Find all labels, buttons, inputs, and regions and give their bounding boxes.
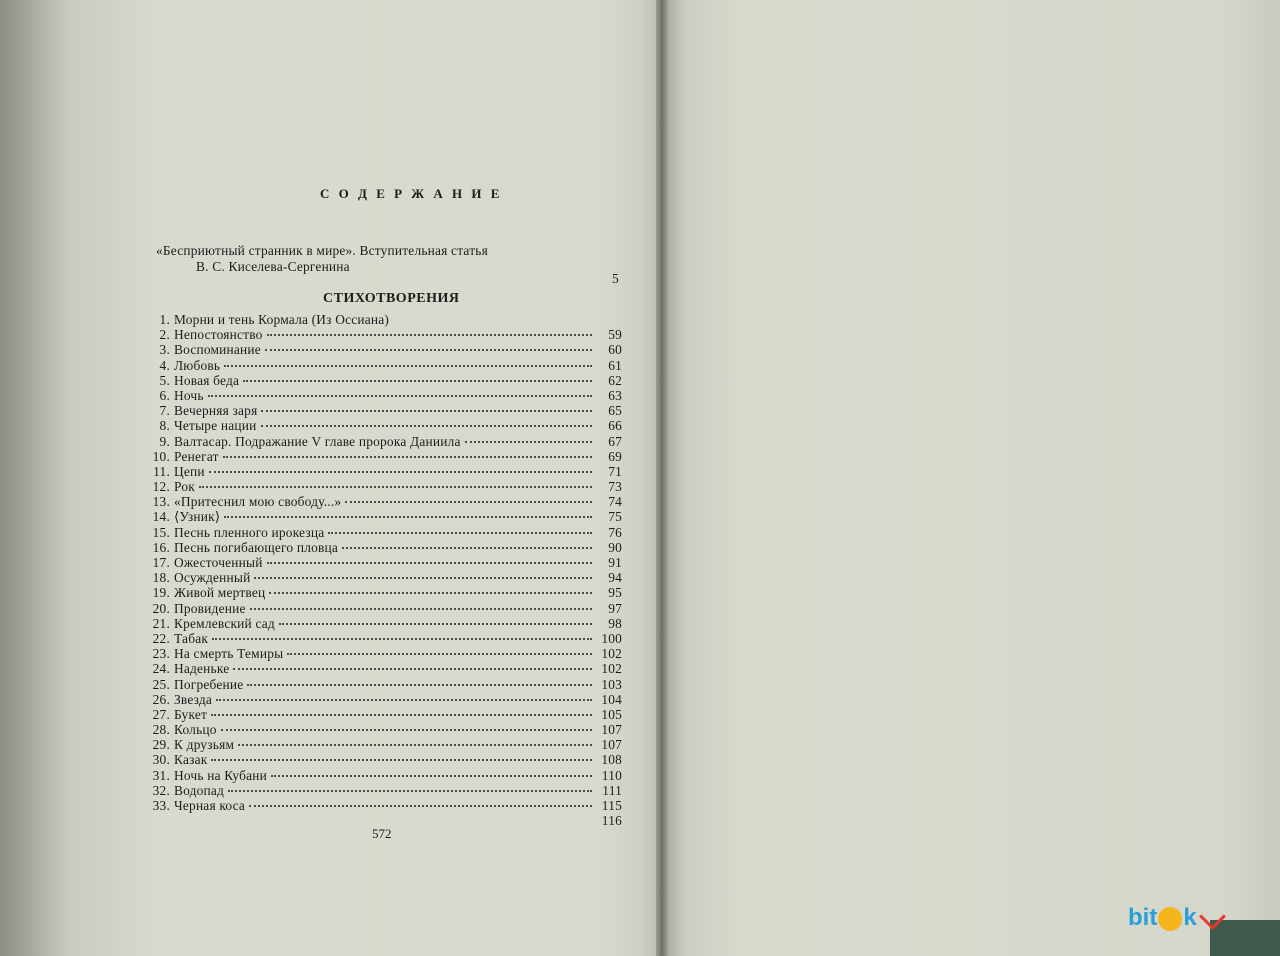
toc-entry-number: 32. [152, 782, 170, 798]
toc-entry [148, 312, 622, 327]
toc-entry-page: 71 [608, 463, 622, 479]
toc-entry [148, 525, 622, 540]
toc-entry-title: Водопад [174, 782, 225, 798]
toc-entry-page: 73 [608, 479, 622, 495]
toc-entry-page: 76 [608, 524, 622, 540]
toc-leader-dots [247, 684, 592, 686]
toc-entry-number: 4. [159, 357, 170, 373]
toc-entry-title: Провидение [174, 600, 246, 616]
toc-entry-number: 3. [159, 342, 170, 358]
toc-entry [148, 722, 622, 737]
toc-entry [148, 631, 622, 646]
toc-entry-title: Табак [174, 630, 209, 646]
toc-entry-title: Непостоянство [174, 327, 263, 343]
toc-entry-page: 90 [608, 539, 622, 555]
toc-entry-number: 19. [152, 585, 170, 601]
toc-leader-dots [208, 395, 592, 397]
toc-entry-number: 16. [152, 539, 170, 555]
toc-entry-page: 62 [608, 372, 622, 388]
toc-leader-dots [224, 365, 592, 367]
toc-entry [148, 403, 622, 418]
toc-entry-title: Ренегат [174, 448, 219, 464]
watermark-circle-icon [1158, 907, 1182, 931]
toc-entry-title: Кремлевский сад [174, 615, 275, 631]
toc-entry-number: 13. [152, 494, 170, 510]
toc-entry [148, 388, 622, 403]
contents-heading: С О Д Е Р Ж А Н И Е [320, 186, 503, 201]
toc-entry [148, 737, 622, 752]
toc-entry [148, 342, 622, 357]
toc-entry-number: 24. [152, 661, 170, 677]
toc-entry-number: 12. [152, 479, 170, 495]
toc-leader-dots [209, 471, 592, 473]
toc-entry-number: 18. [152, 570, 170, 586]
toc-entry-number: 26. [152, 691, 170, 707]
toc-entry [148, 418, 622, 433]
toc-leader-dots [221, 729, 592, 731]
toc-leader-dots [211, 759, 592, 761]
toc-leader-dots [265, 349, 592, 351]
toc-entry [148, 555, 622, 570]
toc-entry [148, 434, 622, 449]
toc-entry-title: Ожесточенный [174, 555, 263, 570]
toc-entry-number: 17. [152, 555, 170, 570]
intro-article-title: «Бесприютный странник в мире». Вступительная статья [156, 243, 488, 258]
toc-entry [148, 661, 622, 676]
toc-entry-page: 61 [608, 357, 622, 373]
toc-entry-page: 75 [608, 509, 622, 525]
toc-entry-page: 111 [602, 782, 622, 798]
toc-entry [148, 327, 622, 342]
toc-leader-dots [279, 623, 592, 625]
toc-entry-page: 97 [608, 600, 622, 616]
toc-entry-page: 110 [601, 767, 622, 783]
toc-entry-page: 63 [608, 387, 622, 403]
toc-entry-title: Казак [174, 752, 208, 768]
toc-entry-title: Новая беда [174, 372, 240, 388]
watermark-arrow-icon [1199, 903, 1226, 930]
toc-entry [148, 373, 622, 388]
toc-entry-page: 102 [601, 646, 622, 662]
toc-entry-number: 21. [152, 615, 170, 631]
toc-entry-title: Ночь [174, 387, 204, 403]
toc-leader-dots [212, 638, 592, 640]
toc-entry-number: 10. [152, 448, 170, 464]
toc-entry [148, 646, 622, 661]
toc-entry-page: 60 [608, 342, 622, 358]
page-number-left: 572 [372, 826, 392, 841]
toc-entry-page: 66 [608, 418, 622, 434]
toc-entry-title: Четыре нации [174, 418, 257, 434]
toc-leader-dots [261, 410, 592, 412]
toc-leader-dots [465, 441, 592, 443]
toc-entry-title: ⟨Узник⟩ [174, 509, 221, 525]
toc-entry-number: 5. [159, 372, 170, 388]
toc-entry [148, 798, 622, 813]
toc-leader-dots [233, 668, 592, 670]
toc-entry [148, 358, 622, 373]
intro-article-author: В. С. Киселева-Сергенина [196, 259, 350, 274]
toc-entry-number: 27. [152, 706, 170, 722]
toc-entry-number: 20. [152, 600, 170, 616]
toc-entry-title: Любовь [174, 357, 221, 373]
toc-entry-page: 115 [601, 798, 622, 813]
toc-leader-dots [250, 608, 592, 610]
toc-entry-page: 108 [601, 752, 622, 768]
toc-entry-page: 94 [608, 570, 622, 586]
toc-entry [148, 479, 622, 494]
toc-entry-title: Наденьке [174, 661, 230, 677]
toc-entry-number: 28. [152, 722, 170, 738]
toc-entry [148, 585, 622, 600]
toc-leader-dots [267, 334, 592, 336]
book-gutter [656, 0, 668, 956]
toc-leader-dots [216, 699, 592, 701]
toc-entry-title: На смерть Темиры [174, 646, 284, 662]
toc-entry-number: 8. [159, 418, 170, 434]
toc-entry-title: Воспоминание [174, 342, 261, 358]
toc-entry-title: Валтасар. Подражание V главе пророка Даниила [174, 433, 461, 449]
toc-leader-dots [228, 790, 592, 792]
toc-entry [148, 494, 622, 509]
toc-entry [148, 464, 622, 479]
toc-entry [148, 692, 622, 707]
toc-leader-dots [238, 744, 592, 746]
toc-entry-title: Звезда [174, 691, 213, 707]
toc-leader-dots [342, 547, 592, 549]
toc-entry [148, 768, 622, 783]
watermark-text-start: bit [1128, 904, 1158, 931]
toc-entry-number: 11. [153, 463, 170, 479]
toc-entry-page: 102 [601, 661, 622, 677]
left-toc-list [148, 312, 622, 828]
toc-leader-dots [287, 653, 592, 655]
toc-entry [148, 570, 622, 585]
toc-entry-page: 69 [608, 448, 622, 464]
toc-entry-number: 22. [152, 630, 170, 646]
toc-entry-page: 105 [601, 706, 622, 722]
intro-article-page: 5 [612, 271, 619, 286]
toc-entry [148, 752, 622, 767]
toc-entry-page: 95 [608, 585, 622, 601]
toc-leader-dots [224, 516, 592, 518]
toc-entry-title: Морни и тень Кормала (Из Оссиана) [174, 312, 390, 327]
toc-entry-number: 2. [159, 327, 170, 343]
toc-entry-page: 91 [608, 555, 622, 570]
toc-leader-dots [271, 775, 592, 777]
toc-entry [148, 601, 622, 616]
toc-leader-dots [199, 486, 592, 488]
toc-entry-page: 116 [601, 813, 622, 829]
toc-leader-dots [223, 456, 592, 458]
toc-entry [148, 707, 622, 722]
watermark-text-end: k [1183, 904, 1197, 931]
toc-entry-title: Вечерняя заря [174, 403, 258, 419]
toc-entry [148, 509, 622, 524]
section-title: СТИХОТВОРЕНИЯ [323, 291, 460, 306]
toc-entry-number: 30. [152, 752, 170, 768]
toc-entry [148, 540, 622, 555]
toc-entry-number: 14. [152, 509, 170, 525]
toc-entry-title: Песнь погибающего пловца [174, 539, 339, 555]
toc-entry-title: Черная коса [174, 798, 246, 813]
toc-entry-page: 100 [601, 630, 622, 646]
toc-entry [148, 449, 622, 464]
toc-entry-number: 15. [152, 524, 170, 540]
toc-entry-page: 74 [608, 494, 622, 510]
toc-leader-dots [269, 592, 592, 594]
toc-entry-title: Цепи [174, 463, 205, 479]
toc-entry-title: Погребение [174, 676, 244, 692]
toc-entry-title: Букет [174, 706, 208, 722]
toc-entry-number: 25. [152, 676, 170, 692]
toc-entry-number: 31. [152, 767, 170, 783]
toc-entry-page: 103 [601, 676, 622, 692]
toc-entry-page: 67 [608, 433, 622, 449]
toc-entry-page: 107 [601, 737, 622, 753]
toc-leader-dots [254, 577, 592, 579]
toc-leader-dots [211, 714, 592, 716]
toc-entry-title: Осужденный [174, 570, 251, 586]
toc-entry-page: 107 [601, 722, 622, 738]
toc-entry-title: Кольцо [174, 722, 217, 738]
toc-entry-page: 98 [608, 615, 622, 631]
toc-entry-number: 29. [152, 737, 170, 753]
toc-leader-dots [345, 501, 592, 503]
toc-leader-dots [261, 425, 593, 427]
toc-entry-number: 9. [159, 433, 170, 449]
toc-entry [148, 783, 622, 798]
toc-entry-number: 7. [159, 403, 170, 419]
toc-entry-page: 59 [608, 327, 622, 343]
toc-entry [148, 616, 622, 631]
toc-entry-number: 1. [159, 312, 170, 327]
toc-leader-dots [243, 380, 592, 382]
toc-entry-number: 6. [159, 387, 170, 403]
toc-entry-title: Песнь пленного ирокезца [174, 524, 325, 540]
right-page [662, 0, 1280, 956]
toc-entry-title: Рок [174, 479, 195, 495]
toc-entry [148, 677, 622, 692]
toc-entry-title: К друзьям [174, 737, 235, 753]
toc-entry-number: 23. [152, 646, 170, 662]
toc-entry-title: «Притеснил мою свободу...» [174, 494, 342, 510]
toc-entry-number: 33. [152, 798, 170, 813]
toc-leader-dots [328, 532, 592, 534]
toc-entry-page: 65 [608, 403, 622, 419]
toc-entry-page: 104 [601, 691, 622, 707]
toc-entry-title: Ночь на Кубани [174, 767, 267, 783]
watermark-logo [1128, 904, 1222, 932]
toc-leader-dots [249, 805, 592, 807]
toc-entry-title: Живой мертвец [174, 585, 266, 601]
toc-leader-dots [267, 562, 592, 564]
